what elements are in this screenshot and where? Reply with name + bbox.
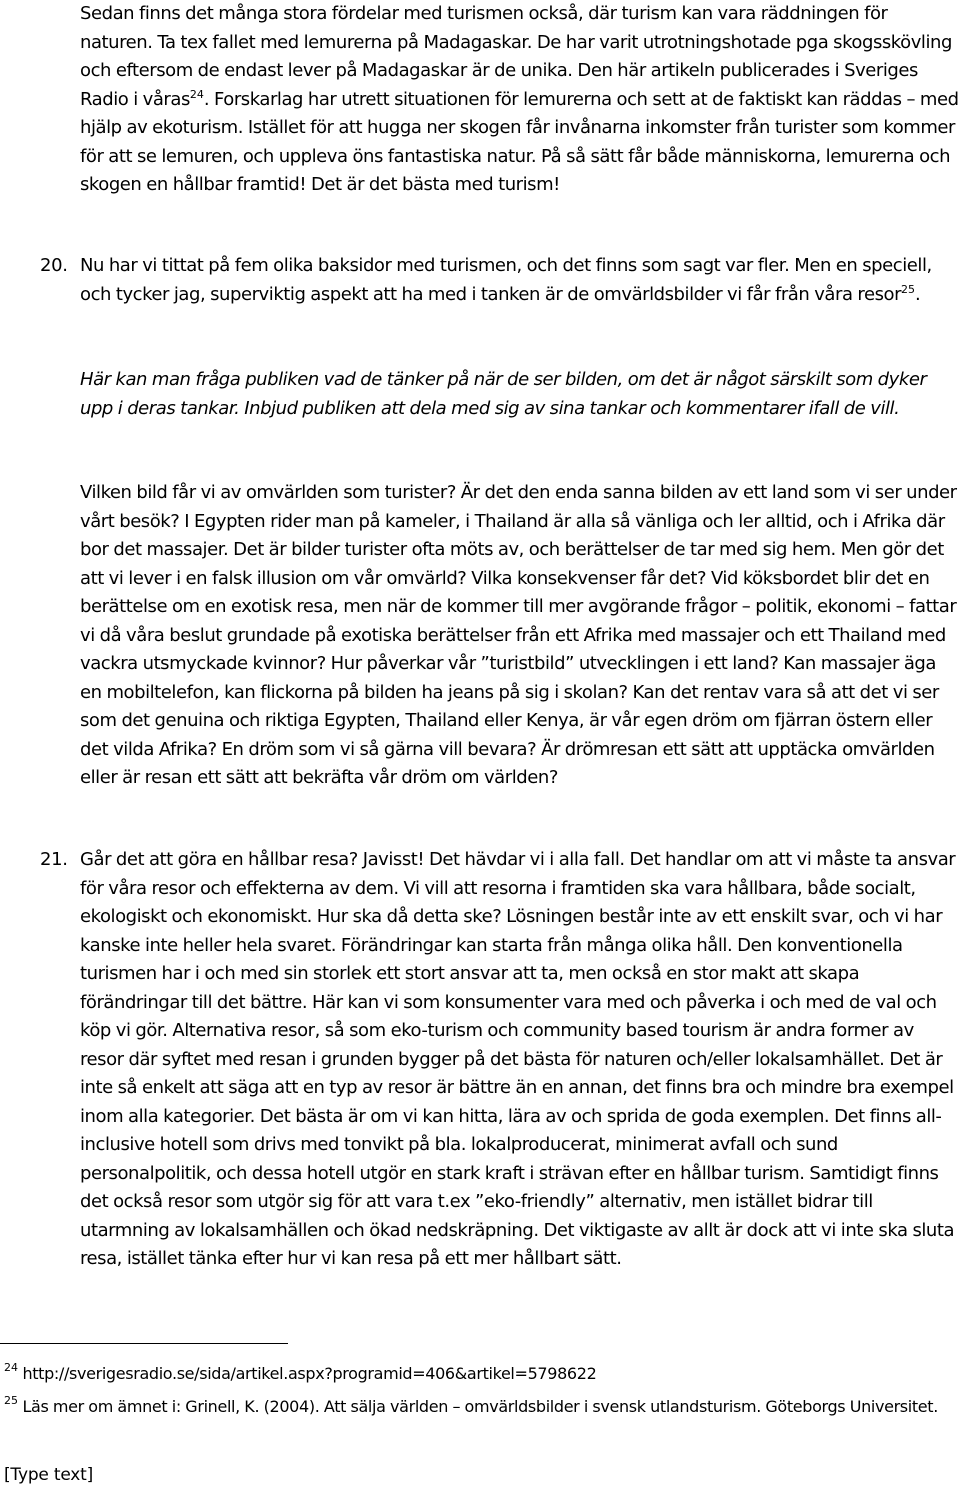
footnote-ref-25[interactable]: 25: [901, 282, 916, 296]
speaker-note-text: Här kan man fråga publiken vad de tänker på när de ser bilden, om det är något särskilt som dyker upp i deras tankar. Inbjud publiken att dela med sig av sina tankar och kommentarer ifall de vill.: [80, 369, 927, 419]
paragraph-text: Nu har vi tittat på fem olika baksidor med turismen, och det finns som sagt var fler. Men en speciell, och tycker jag, superviktig aspekt att ha med i tanken är de omvärldsbilder vi får från våra resor: [80, 255, 932, 305]
section-number-20: 20.: [40, 255, 68, 276]
footnote-separator: [0, 1343, 288, 1344]
footnote-25: [4, 1395, 954, 1419]
section-number-21: 21.: [40, 849, 68, 870]
footnote-text: Läs mer om ämnet i: Grinell, K. (2004). Att sälja världen – omvärldsbilder i svensk utlandsturism. Göteborgs Universitet.: [22, 1397, 938, 1416]
paragraph-text: Vilken bild får vi av omvärlden som turister? Är det den enda sanna bilden av ett land som vi ser under vårt besök? I Egypten rider man på kameler, i Thailand är alla så vänliga och ler alltid, och i Afrika där bor det massajer. Det är bilder turister ofta möts av, och berättelser de tar med sig hem. Men gör det att vi lever i en falsk illusion om vår omvärld? Vilka konsekvenser får det? Vid köksbordet blir det en berättelse om en exotisk resa, men när de kommer till mer avgörande frågor – politik, ekonomi – fattar vi då våra beslut grundade på exotiska berättelser från ett Afrika med massajer och ett Thailand med vackra utsmyckade kvinnor? Hur påverkar vår ”turistbild” utvecklingen i ett land? Kan massajer äga en mobiltelefon, kan flickorna på bilden ha jeans på sig i skolan? Kan det rentav vara så att det vi ser som det genuina och riktiga Egypten, Thailand eller Kenya, är vår egen dröm om fjärran östern eller det vilda Afrika? En dröm som vi så gärna vill bevara? Är drömresan ett sätt att upptäcka omvärlden eller är resan ett sätt att bekräfta vår dröm om världen?: [80, 482, 957, 788]
paragraph-lemurs: [80, 0, 960, 200]
footnote-number: 25: [4, 1394, 18, 1407]
paragraph-text: Sedan finns det många stora fördelar med turismen också, där turism kan vara räddningen för naturen. Ta tex fallet med lemurerna på Madagaskar. De har varit utrotningshotade pga skogsskövling och eftersom de endast lever på Madagaskar är de unika. Den här artikeln publicerades i Sveriges Radio i våras: [80, 3, 952, 110]
paragraph-text: Går det att göra en hållbar resa? Javisst! Det hävdar vi i alla fall. Det handlar om att vi måste ta ansvar för våra resor och effekterna av dem. Vi vill att resorna i framtiden ska vara hållbara, både socialt, ekologiskt och ekonomiskt. Hur ska då detta ske? Lösningen består inte av ett enskilt svar, och vi har kanske inte heller hela svaret. Förändringar kan starta från många olika håll. Den konventionella turismen har i och med sin storlek ett stort ansvar att ta, men också en stor makt att skapa förändringar till det bättre. Här kan vi som konsumenter vara med och påverka i och med de val och köp vi gör. Alternativa resor, så som eko-turism och community based tourism är andra former av resor där syftet med resan i grunden bygger på det bästa för naturen och/eller lokalsamhället. Det är inte så enkelt att säga att en typ av resor är bättre än en annan, det finns bra och mindre bra exempel inom alla kategorier. Det bästa är om vi kan hitta, lära av och sprida de goda exemplen. Det finns all-inclusive hotell som drivs med tonvikt på bla. lokalproducerat, minimerat avfall och sund personalpolitik, och dessa hotell utgör en stark kraft i strävan efter en hållbar turism. Samtidigt finns det också resor som utgör sig för att vara t.ex ”eko-friendly” alternativ, men istället bidrar till utarmning av lokalsamhällen och ökad nedskräpning. Det viktigaste av allt är dock att vi inte ska sluta resa, istället tänka efter hur vi kan resa på ett mer hållbart sätt.: [80, 849, 956, 1269]
paragraph-section-20: [80, 252, 960, 309]
paragraph-section-21: [80, 846, 960, 1274]
paragraph-text: .: [915, 283, 921, 305]
speaker-note: [80, 366, 960, 423]
footnote-24: [4, 1362, 954, 1386]
paragraph-text: . Forskarlag har utrett situationen för lemurerna och sett at de faktiskt kan räddas – med hjälp av ekoturism. Istället för att hugga ner skogen får invånarna inkomster från turister som kommer för att se lemuren, och uppleva öns fantastiska natur. På så sätt får både människorna, lemurerna och skogen en hållbar framtid! Det är det bästa med turism!: [80, 88, 959, 195]
footnote-number: 24: [4, 1361, 18, 1374]
footnote-ref-24[interactable]: 24: [189, 87, 204, 101]
footnote-link[interactable]: http://sverigesradio.se/sida/artikel.aspx?programid=406&artikel=5798622: [22, 1364, 597, 1383]
paragraph-questions: [80, 479, 960, 793]
footer-placeholder[interactable]: [Type text]: [4, 1465, 94, 1485]
